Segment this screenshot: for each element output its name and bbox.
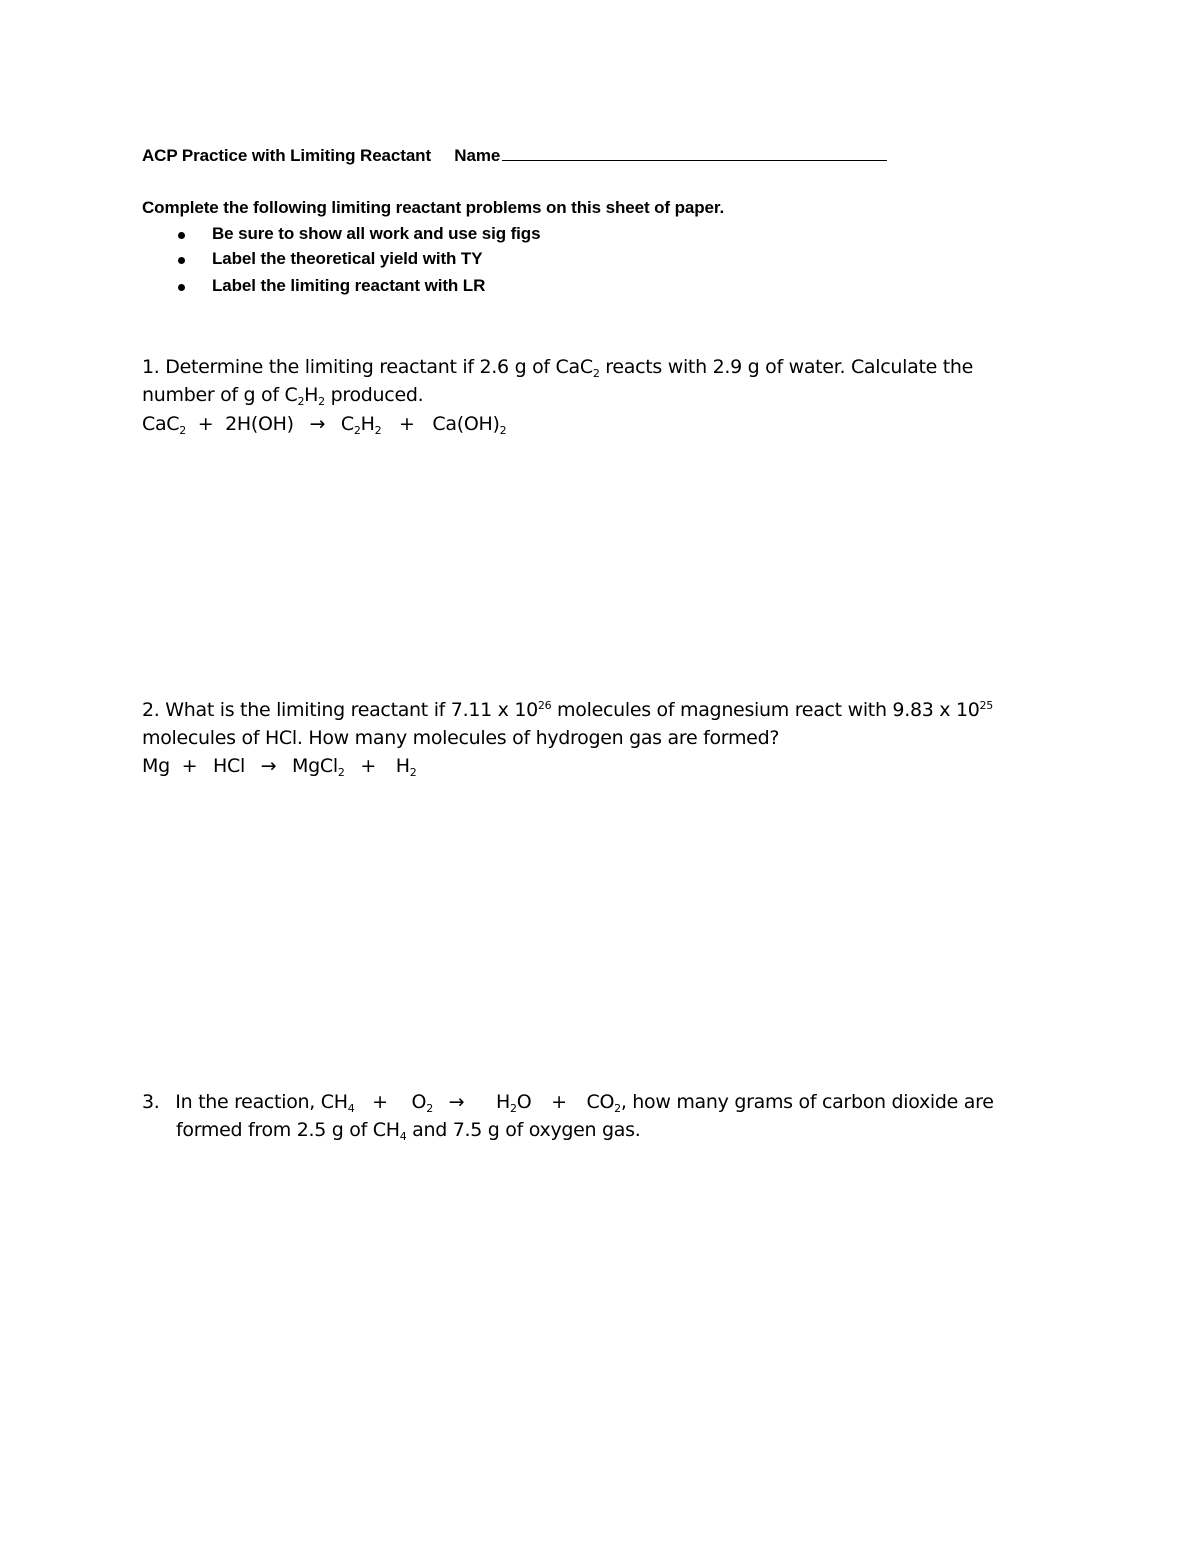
- instruction-bullet-3: Label the limiting reactant with LR: [212, 276, 486, 295]
- name-blank-line: [502, 144, 887, 161]
- problem-3-number: 3.: [142, 1091, 160, 1113]
- bullet-icon: [178, 284, 185, 291]
- problem-3-line-1: 3. In the reaction, $CH_4 + O_2 \to H_2O + CO_2$, how many grams of carbon dioxide are: [142, 1091, 994, 1115]
- name-label: Name: [454, 146, 501, 165]
- reaction-arrow-icon: →: [448, 1091, 465, 1113]
- reaction-arrow-icon: →: [260, 755, 277, 777]
- instruction-bullet-2: Label the theoretical yield with TY: [212, 249, 483, 268]
- instruction-bullet-1: Be sure to show all work and use sig figs: [212, 224, 541, 243]
- bullet-icon: [178, 257, 185, 264]
- instructions-intro: Complete the following limiting reactant problems on this sheet of paper.: [142, 198, 725, 217]
- problem-2-equation: Mg + HCl → MgCl$_2$ + $H_2$: [142, 755, 417, 779]
- problem-1-line-1: 1. Determine the limiting reactant if 2.6 g of CaC$_2$ reacts with 2.9 g of water. Calculate the: [142, 356, 974, 380]
- problem-2-number: 2.: [142, 699, 160, 721]
- problem-1-line-2: number of g of $C_2H_2$ produced.: [142, 384, 424, 408]
- reaction-arrow-icon: →: [309, 413, 326, 435]
- problem-2-line-2: molecules of HCl. How many molecules of hydrogen gas are formed?: [142, 727, 780, 749]
- worksheet-header: [142, 144, 887, 166]
- problem-1-number: 1.: [142, 356, 160, 378]
- problem-3-line-2: formed from 2.5 g of $CH_4$ and 7.5 g of oxygen gas.: [176, 1119, 641, 1143]
- problem-2-line-1: 2. What is the limiting reactant if 7.11 x $10^{26}$ molecules of magnesium react with 9.83 x $10^{25}$: [142, 699, 993, 721]
- problem-1-equation: $CaC_2 + 2H(OH) \to C_2H_2 + Ca(OH)_2$: [142, 413, 507, 437]
- worksheet-title: ACP Practice with Limiting Reactant: [142, 146, 432, 165]
- bullet-icon: [178, 232, 185, 239]
